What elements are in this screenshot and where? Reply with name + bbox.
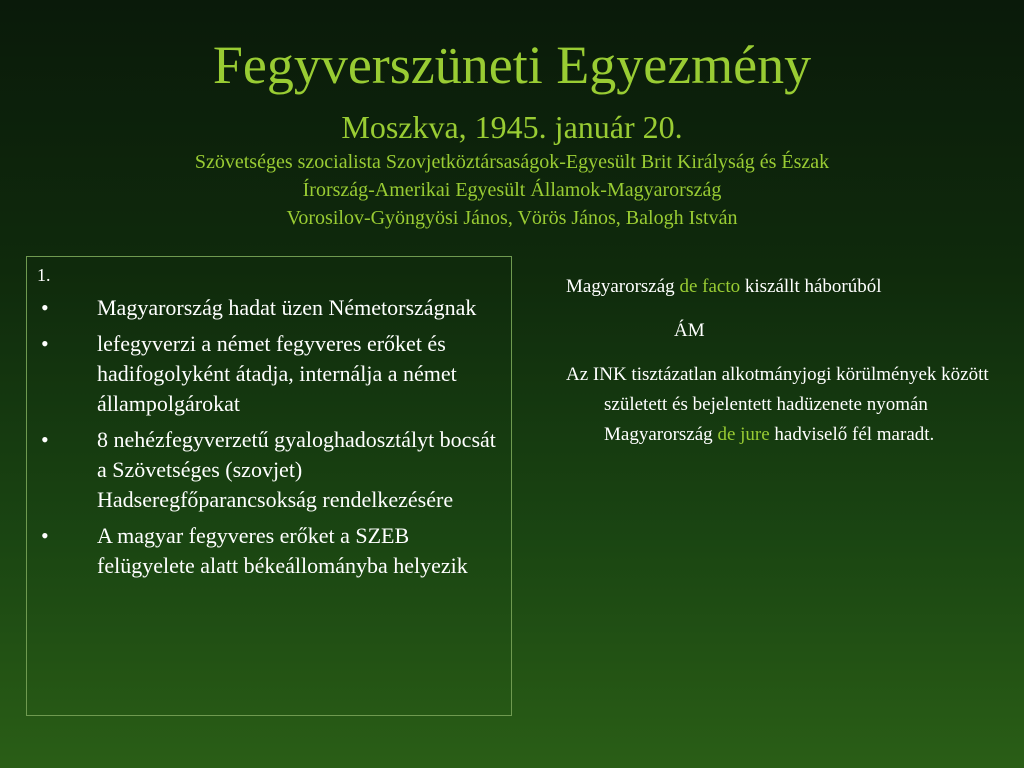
de-jure-highlight: de jure [717,424,770,445]
list-item-text: lefegyverzi a német fegyveres erőket és hadifogolyként átadja, internálja a német állampolgárokat [97,331,457,416]
list-item [37,521,511,581]
bullet-icon: • [41,427,49,452]
bullet-icon: • [41,331,49,356]
parties-block [60,148,964,232]
paragraph-text: Az INK tisztázatlan alkotmányjogi körülmények között született és bejelentett hadüzenete nyomán Magyarország [566,364,989,445]
bullet-icon: • [41,523,49,548]
list-item [37,293,511,323]
parties-line-3: Vorosilov-Gyöngyösi János, Vörös János, Balogh István [286,207,738,229]
slide-subtitle: Moszkva, 1945. január 20. [341,109,683,145]
am-label: ÁM [674,320,705,341]
de-facto-paragraph [566,272,1006,302]
terms-list [37,293,511,581]
paragraph-text: hadviselő fél maradt. [769,424,935,445]
paragraph-text: Magyarország [566,276,680,297]
slide-title: Fegyverszüneti Egyezmény [212,35,812,95]
de-facto-highlight: de facto [679,276,741,297]
de-jure-paragraph [566,360,1006,450]
list-item-text: Magyarország hadat üzen Németországnak [97,295,477,320]
list-item-text: 8 nehézfegyverzetű gyaloghadosztályt bocsát a Szövetséges (szovjet) Hadseregfőparancsokság rendelkezésére [97,427,496,512]
list-item [37,425,511,515]
terms-box [26,256,512,716]
paragraph-text: kiszállt háborúból [740,276,882,297]
bullet-icon: • [41,295,49,320]
parties-line-2: Írország-Amerikai Egyesült Államok-Magyarország [302,179,722,201]
list-item [37,329,511,419]
list-item-text: A magyar fegyveres erőket a SZEB felügyelete alatt békeállományba helyezik [97,523,468,578]
parties-line-1: Szövetséges szocialista Szovjetköztársaságok-Egyesült Brit Királyság és Észak [194,151,830,173]
terms-heading: 1. [37,265,51,285]
notes-column [566,272,1006,450]
